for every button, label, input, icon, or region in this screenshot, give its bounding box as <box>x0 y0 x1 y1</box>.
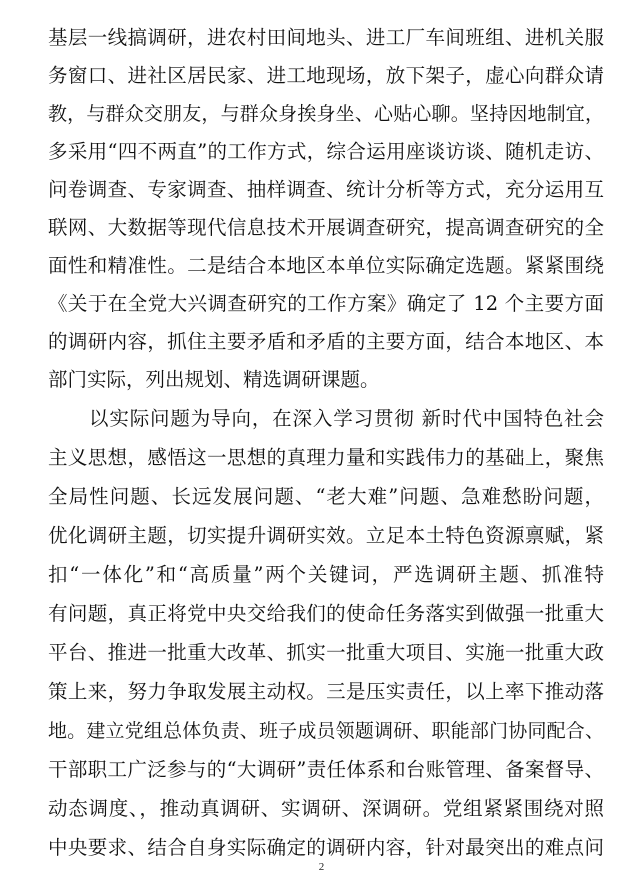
text-line: 优化调研主题，切实提升调研实效。立足本土特色资源禀赋，紧 <box>48 524 604 547</box>
text-line: 中央要求、结合自身实际确定的调研内容，针对最突出的难点问 <box>48 836 604 859</box>
text-line: 有问题，真正将党中央交给我们的使命任务落实到做强一批重大 <box>48 602 604 625</box>
text-line: 问卷调查、专家调查、抽样调查、统计分析等方式，充分运用互 <box>48 178 604 201</box>
text-line: 干部职工广泛参与的“大调研”责任体系和台账管理、备案督导、 <box>48 758 604 781</box>
text-line: 动态调度、，推动真调研、实调研、深调研。党组紧紧围绕对照 <box>48 797 604 820</box>
text-line: 全局性问题、长远发展问题、“老大难”问题、急难愁盼问题， <box>48 485 604 508</box>
text-line: 主义思想，感悟这一思想的真理力量和实践伟力的基础上，聚焦 <box>48 446 604 469</box>
text-line: 平台、推进一批重大改革、抓实一批重大项目、实施一批重大政 <box>48 641 604 664</box>
text-line: 以实际问题为导向，在深入学习贯彻 新时代中国特色社会 <box>89 407 604 430</box>
text-line: 教，与群众交朋友，与群众身挨身坐、心贴心聊。坚持因地制宜， <box>48 103 604 125</box>
text-line: 基层一线搞调研，进农村田间地头、进工厂车间班组、进机关服 <box>48 26 604 49</box>
text-line: 的调研内容，抓住主要矛盾和矛盾的主要方面，结合本地区、本 <box>48 330 604 353</box>
page-number: 2 <box>318 861 325 873</box>
text-line: 部门实际，列出规划、精选调研课题。 <box>48 368 380 391</box>
text-line: 扣“一体化”和“高质量”两个关键词，严选调研主题、抓准特 <box>48 563 604 586</box>
text-line: 务窗口、进社区居民家、进工地现场，放下架子，虚心向群众请 <box>48 64 604 87</box>
text-line: 策上来，努力争取发展主动权。三是压实责任，以上率下推动落 <box>48 680 604 703</box>
text-line: 联网、大数据等现代信息技术开展调查研究，提高调查研究的全 <box>48 216 604 239</box>
text-line: 《关于在全党大兴调查研究的工作方案》确定了 12 个主要方面 <box>48 292 604 315</box>
text-line: 地。建立党组总体负责、班子成员领题调研、职能部门协同配合、 <box>48 720 604 742</box>
text-line: 多采用“四不两直”的工作方式，综合运用座谈访谈、随机走访、 <box>48 140 604 163</box>
text-line: 面性和精准性。二是结合本地区本单位实际确定选题。紧紧围绕 <box>48 254 604 277</box>
